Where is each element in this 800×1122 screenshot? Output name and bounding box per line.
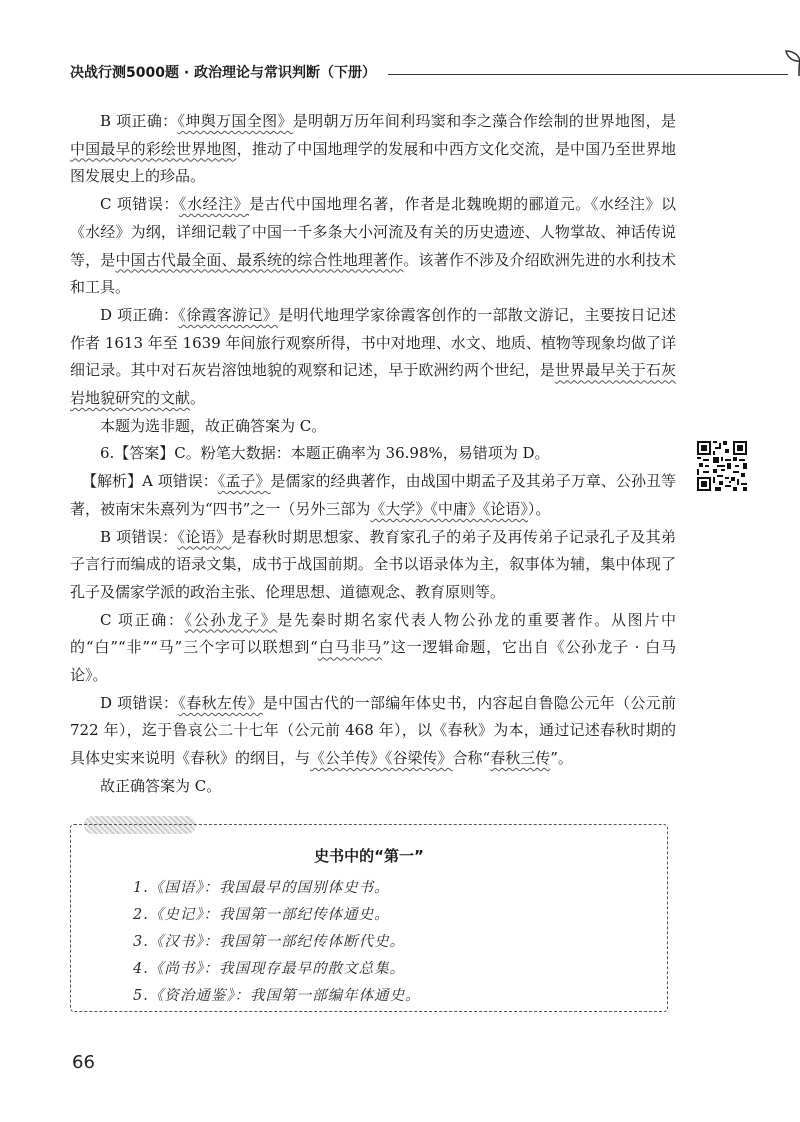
analysis-d-wrong: D 项错误：《春秋左传》是中国古代的一部编年体史书，内容起自鲁隐公元年（公元前 722 年），迄于鲁哀公二十七年（公元前 468 年），以《春秋》为本，通过记述春秋时期的具体史实来说明《春秋》的纲目，与《公羊传》《谷梁传》合称“春秋三传”。 [70,693,676,768]
book-title: 决战行测5000题 · 政治理论与常识判断（下册） [70,65,377,81]
sprout-icon [782,48,800,78]
analysis-b-wrong: B 项错误：《论语》是春秋时期思想家、教育家孔子的弟子及再传弟子记录孔子及其弟子言行而编成的语录文集，成书于战国前期。全书以语录体为主，叙事体为辅，集中体现了孔子及儒家学派的政治主张、伦理思想、道德观念、教育原则等。 [70,527,676,601]
answer-explanation [70,108,676,801]
list-item: 5.《资治通鉴》：我国第一部编年体通史。 [133,988,421,1004]
list-item: 3.《汉书》：我国第一部纪传体断代史。 [133,934,406,950]
header-rule [388,74,788,75]
list-item: 1.《国语》：我国最早的国别体史书。 [133,880,390,896]
analysis-a-wrong: 【解析】A 项错误：《孟子》是儒家的经典著作，由战国中期孟子及其弟子万章、公孙丑等著，被南宋朱熹列为“四书”之一（另外三部为《大学》《中庸》《论语》）。 [70,472,676,518]
page-header [70,62,760,84]
conclusion-q6: 故正确答案为 C。 [100,776,222,795]
tip-box-list [133,875,421,1010]
conclusion-q5: 本题为选非题，故正确答案为 C。 [100,416,327,435]
qr-code-icon[interactable] [697,441,747,491]
paragraph-d-correct: D 项正确：《徐霞客游记》是明代地理学家徐霞客创作的一部散文游记，主要按日记述作者 1613 年至 1639 年间旅行观察所得，书中对地理、水文、地质、植物等现象均做了详细记录。其中对石灰岩溶蚀地貌的观察和记述，早于欧洲约两个世纪，是世界最早关于石灰岩地貌研究的文献。 [70,305,676,408]
list-item: 2.《史记》：我国第一部纪传体通史。 [133,907,390,923]
paragraph-c-wrong: C 项错误：《水经注》是古代中国地理名著，作者是北魏晚期的郦道元。《水经注》以《水经》为纲，详细记载了中国一千多条大小河流及有关的历史遗迹、人物掌故、神话传说等，是中国古代最全面、最系统的综合性地理著作。该著作不涉及介绍欧洲先进的水利技术和工具。 [70,195,676,297]
page-number: 66 [72,1052,95,1073]
tip-box-title: 史书中的“第一” [314,847,424,865]
answer-q6: 6.【答案】C。粉笔大数据：本题正确率为 36.98%，易错项为 D。 [100,444,550,463]
list-item: 4.《尚书》：我国现存最早的散文总集。 [133,961,406,977]
analysis-c-correct: C 项正确：《公孙龙子》是先秦时期名家代表人物公孙龙的重要著作。从图片中的“白”“非”“马”三个字可以联想到“白马非马”这一逻辑命题，它出自《公孙龙子 · 白马论》。 [70,610,676,685]
paragraph-b-correct: B 项正确：《坤舆万国全图》是明朝万历年间利玛窦和李之藻合作绘制的世界地图，是中国最早的彩绘世界地图，推动了中国地理学的发展和中西方文化交流，是中国乃至世界地图发展史上的珍品。 [70,112,676,186]
tip-box [70,824,668,1012]
